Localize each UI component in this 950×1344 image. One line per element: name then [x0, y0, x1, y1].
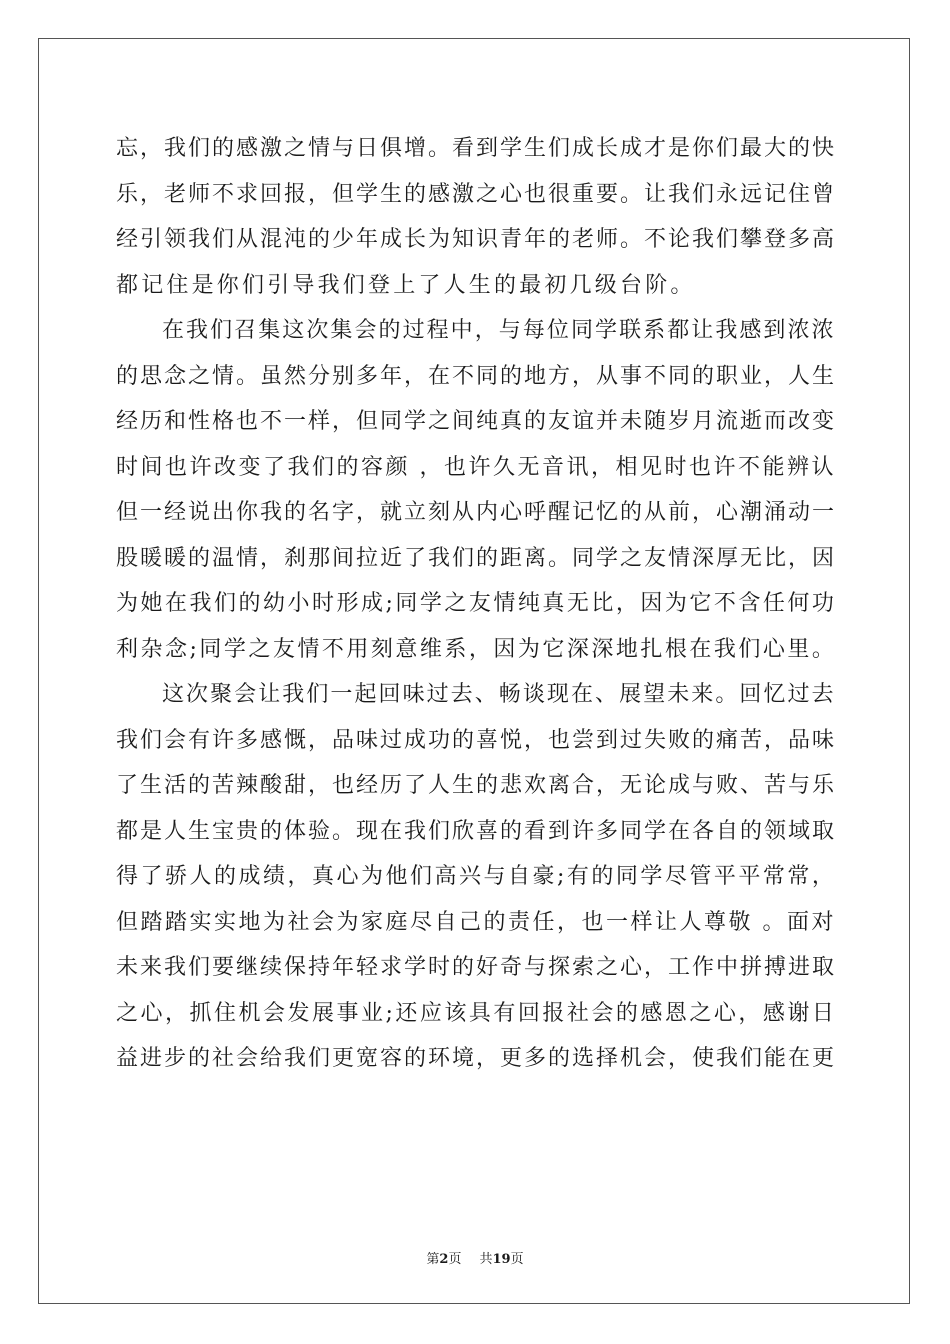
- text-line: 但踏踏实实地为社会为家庭尽自己的责任，也一样让人尊敬 。面对: [116, 909, 836, 935]
- text-line: 这次聚会让我们一起回味过去、畅谈现在、展望未来。回忆过去: [162, 682, 836, 707]
- paragraph: [116, 308, 836, 672]
- footer-page-suffix: 页: [448, 1252, 462, 1267]
- footer-total-suffix: 页: [510, 1252, 524, 1267]
- document-body: [116, 126, 836, 1082]
- text-line: 未来我们要继续保持年轻求学时的好奇与探索之心，工作中拼搏进取: [116, 955, 837, 980]
- page-footer: [0, 1248, 950, 1267]
- text-line: 股暖暖的温情，刹那间拉近了我们的距离。同学之友情深厚无比，因: [116, 545, 837, 571]
- text-line: 了生活的苦辣酸甜，也经历了人生的悲欢离合，无论成与败、苦与乐: [116, 773, 837, 798]
- text-line: 都是人生宝贵的体验。现在我们欣喜的看到许多同学在各自的领域取: [116, 818, 837, 844]
- paragraph: [116, 672, 836, 1082]
- footer-total-prefix: 共: [479, 1252, 493, 1267]
- paragraph: [116, 126, 836, 308]
- text-line: 在我们召集这次集会的过程中，与每位同学联系都让我感到浓浓: [162, 318, 836, 343]
- text-line: 但一经说出你我的名字，就立刻从内心呼醒记忆的从前，心潮涌动一: [116, 500, 837, 525]
- text-line: 的思念之情。虽然分别多年，在不同的地方，从事不同的职业，人生: [116, 363, 837, 389]
- text-line: 益进步的社会给我们更宽容的环境，更多的选择机会，使我们能在更: [116, 1046, 837, 1071]
- text-line: 经引领我们从混沌的少年成长为知识青年的老师。不论我们攀登多高: [116, 227, 837, 252]
- text-line: 得了骄人的成绩，真心为他们高兴与自豪;有的同学尽管平平常常，: [116, 864, 837, 889]
- text-line: 经历和性格也不一样，但同学之间纯真的友谊并未随岁月流逝而改变: [116, 409, 837, 434]
- text-line: 利杂念;同学之友情不用刻意维系，因为它深深地扎根在我们心里。: [116, 636, 837, 662]
- text-line: 我们会有许多感慨，品味过成功的喜悦，也尝到过失败的痛苦，品味: [116, 727, 837, 753]
- text-line: 时间也许改变了我们的容颜 ，也许久无音讯，相见时也许不能辨认: [116, 454, 836, 480]
- footer-page-number: 2: [439, 1252, 449, 1267]
- footer-total-number: 19: [492, 1252, 511, 1267]
- text-line: 忘，我们的感激之情与日俱增。看到学生们成长成才是你们最大的快: [116, 136, 837, 161]
- text-line: 之心，抓住机会发展事业;还应该具有回报社会的感恩之心，感谢日: [116, 1000, 837, 1026]
- footer-page-prefix: 第: [426, 1252, 440, 1267]
- text-line: 乐，老师不求回报，但学生的感激之心也很重要。让我们永远记住曾: [116, 181, 837, 207]
- text-line: 都记住是你们引导我们登上了人生的最初几级台阶。: [116, 272, 696, 298]
- text-line: 为她在我们的幼小时形成;同学之友情纯真无比，因为它不含任何功: [116, 591, 837, 616]
